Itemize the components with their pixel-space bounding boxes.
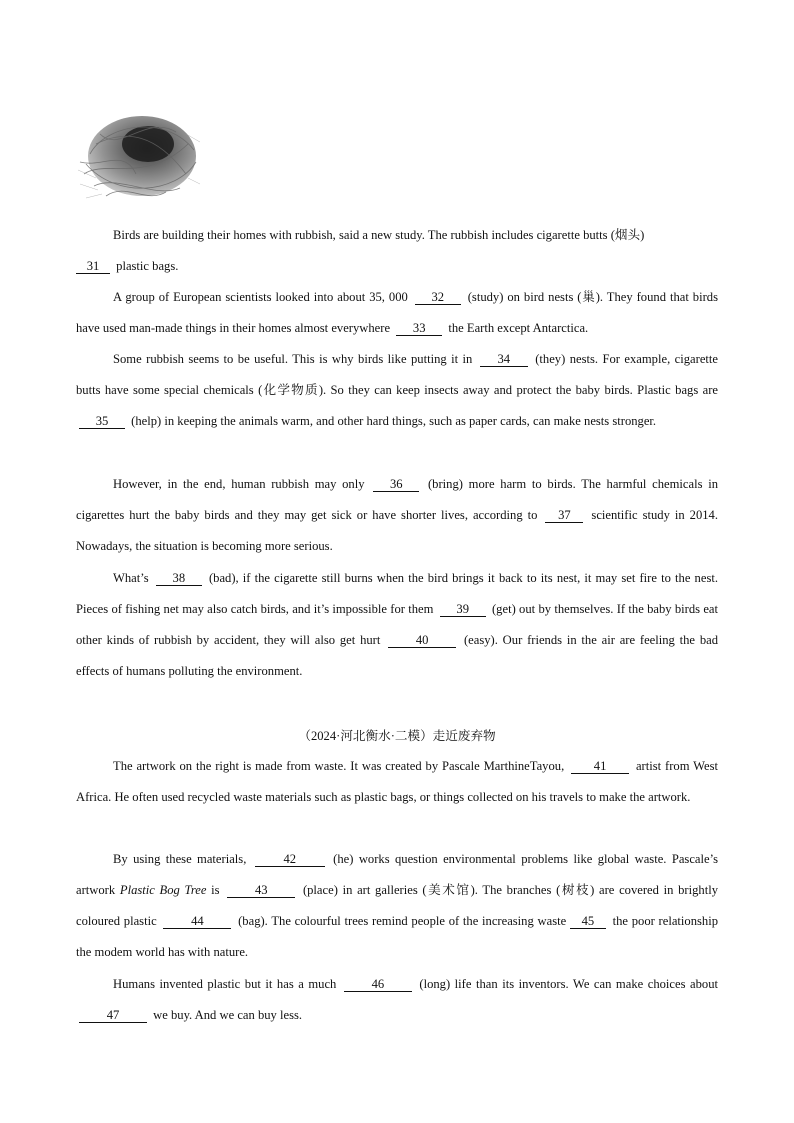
blank-43[interactable]: 43	[227, 883, 295, 898]
paragraph-4: However, in the end, human rubbish may only 36 (bring) more harm to birds. The harmful chemicals in cigarettes hurt the baby birds and they may get sick or have shorter lives, according to 37 scientific study in 2014. Nowadays, the situation is becoming more serious.	[76, 477, 718, 553]
blank-46[interactable]: 46	[344, 977, 412, 992]
section-heading: （2024·河北衡水·二模）走近废弃物	[298, 729, 496, 743]
paragraph-5: What’s 38 (bad), if the cigarette still burns when the bird brings it back to its nest, it may set fire to the nest. Pieces of fishing net may also catch birds, and it’s impossible for them 39 (get) out by themselves. If the baby birds eat other kinds of rubbish by accident, they will also get hurt 40 (easy). Our friends in the air are feeling the bad effects of humans polluting the environment.	[76, 571, 719, 678]
blank-42[interactable]: 42	[255, 852, 325, 867]
paragraph-3: Some rubbish seems to be useful. This is why birds like putting it in 34 (they) nests. For example, cigarette butts have some special chemicals (化学物质). So they can keep insects away and protect the baby birds. Plastic bags are 35 (help) in keeping the animals warm, and other hard things, such as paper cards, can make nests stronger.	[76, 352, 719, 428]
paragraph-7: By using these materials, 42 (he) works question environmental problems like global waste. Pascale’s artwork Plastic Bog Tree is 43 (place) in art galleries (美术馆). The branches (树枝) are covered in brightly coloured plastic 44 (bag). The colourful trees remind people of the increasing waste 45 the poor relationship the modem world has with nature.	[76, 852, 719, 959]
blank-33[interactable]: 33	[396, 321, 442, 336]
blank-40[interactable]: 40	[388, 633, 456, 648]
blank-44[interactable]: 44	[163, 914, 231, 929]
blank-41[interactable]: 41	[571, 759, 629, 774]
blank-35[interactable]: 35	[79, 414, 125, 429]
blank-37[interactable]: 37	[545, 508, 583, 523]
blank-32[interactable]: 32	[415, 290, 461, 305]
blank-45[interactable]: 45	[570, 914, 606, 929]
blank-31[interactable]: 31	[76, 259, 110, 274]
artwork-title: Plastic Bog Tree	[119, 883, 207, 897]
blank-38[interactable]: 38	[156, 571, 202, 586]
blank-39[interactable]: 39	[440, 602, 486, 617]
blank-47[interactable]: 47	[79, 1008, 147, 1023]
blank-34[interactable]: 34	[480, 352, 528, 367]
paragraph-6: The artwork on the right is made from waste. It was created by Pascale MarthineTayou, 41 artist from West Africa. He often used recycled waste materials such as plastic bags, or things collected on his travels to make the artwork.	[76, 759, 718, 804]
bird-nest-icon	[76, 104, 202, 210]
paragraph-1: Birds are building their homes with rubbish, said a new study. The rubbish includes cigarette butts (烟头) 31 plastic bags.	[76, 220, 718, 282]
paragraph-2: A group of European scientists looked into about 35, 000 32 (study) on bird nests (巢). They found that birds have used man-made things in their homes almost everywhere 33 the Earth except Antarctica.	[76, 290, 718, 335]
blank-36[interactable]: 36	[373, 477, 419, 492]
paragraph-8: Humans invented plastic but it has a much 46 (long) life than its inventors. We can make choices about 47 we buy. And we can buy less.	[76, 969, 718, 1031]
